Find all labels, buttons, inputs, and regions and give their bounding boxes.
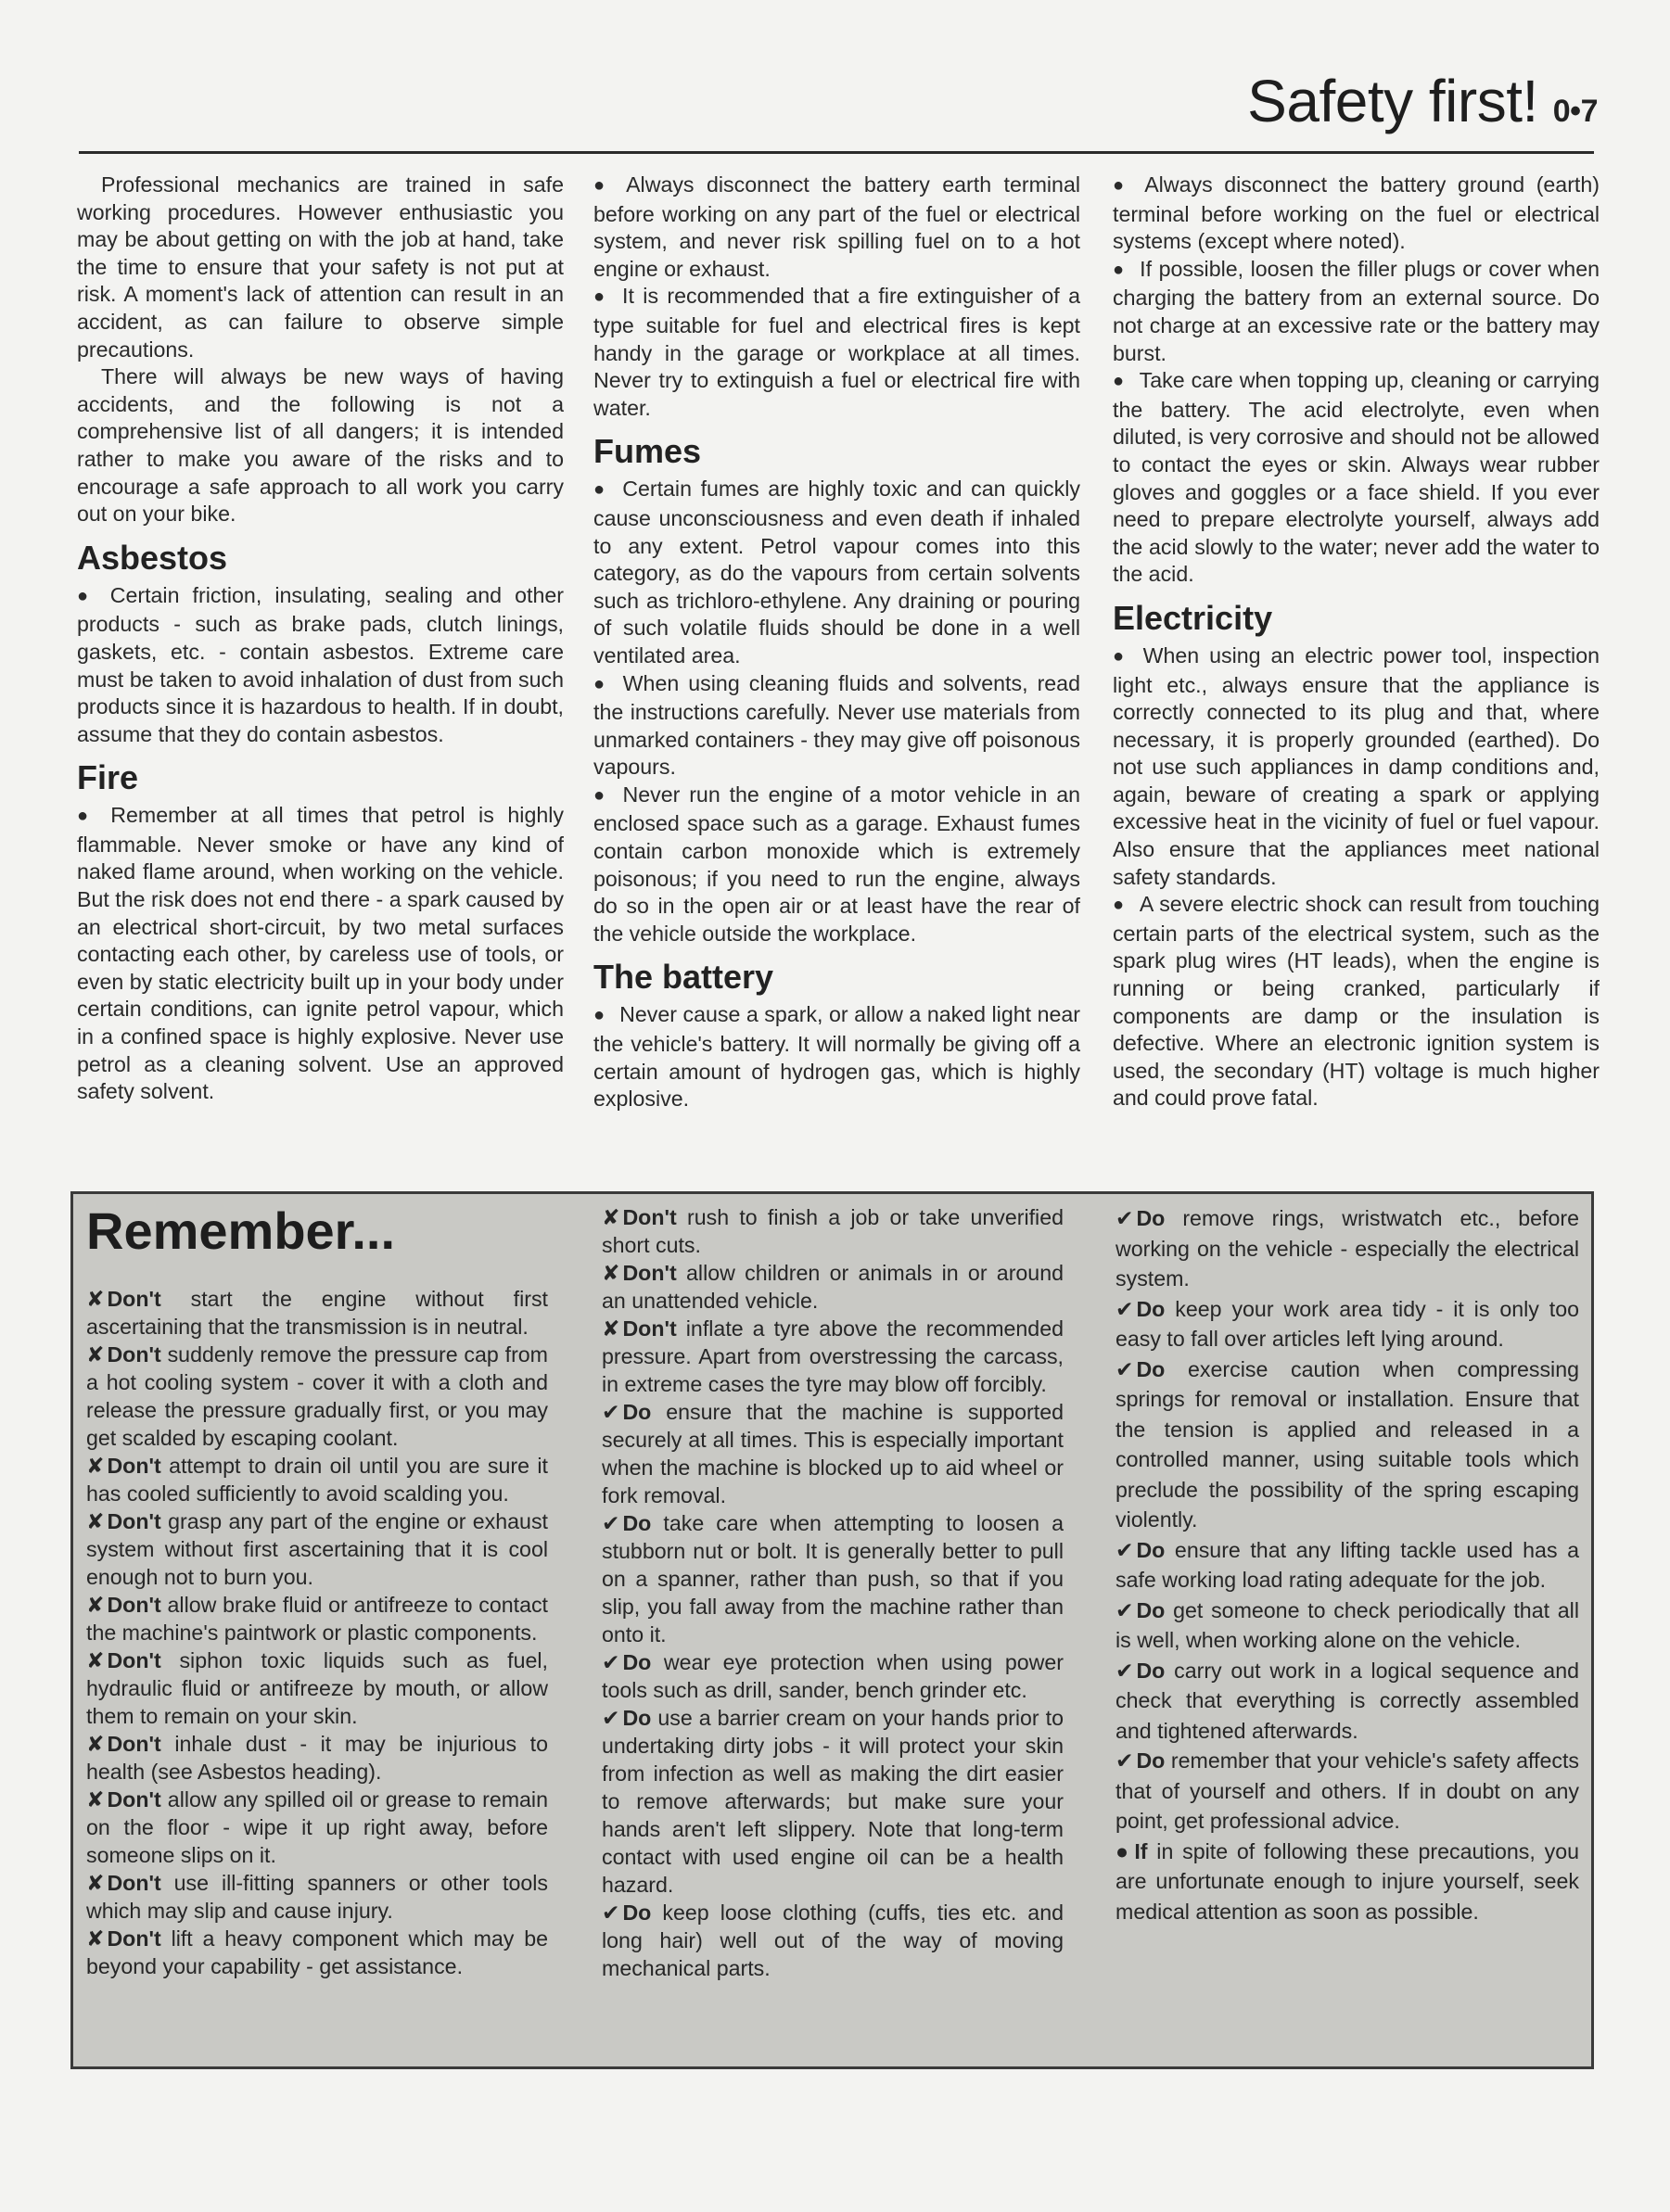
remember-keyword: Don't — [107, 1287, 161, 1311]
remember-text: inflate a tyre above the recommended pressure. Apart from overstressing the carcass, in extreme cases the tyre may blow off forcibly. — [602, 1316, 1064, 1396]
battery-heading: The battery — [593, 958, 774, 997]
remember-item — [1115, 1203, 1579, 1294]
asbestos-item: ● Certain friction, insulating, sealing and other products - such as brake pads, clutch linings, gaskets, etc. - contain asbestos. Extreme care must be taken to avoid inhalation of dust from such products since it is hazardous to health. If in doubt, assume that they do contain asbestos. — [77, 582, 564, 746]
remember-keyword: Do — [1136, 1597, 1166, 1622]
remember-text: carry out work in a logical sequence and check that everything is correctly assembled and tightened afterwards. — [1115, 1658, 1579, 1743]
remember-item — [602, 1203, 1064, 1259]
text-column-3 — [1113, 172, 1600, 1112]
remember-mark-icon: ✔ — [602, 1400, 620, 1424]
bullet-icon: ● — [77, 806, 96, 827]
remember-item — [602, 1648, 1064, 1704]
electricity-heading: Electricity — [1113, 598, 1273, 637]
remember-mark-icon: ✘ — [86, 1287, 105, 1311]
remember-item — [1115, 1746, 1579, 1837]
remember-item — [86, 1730, 548, 1786]
remember-mark-icon: ✔ — [1115, 1748, 1134, 1773]
remember-item — [1115, 1656, 1579, 1747]
bullet-icon: ● — [593, 286, 608, 308]
bullet-icon: ● — [593, 784, 608, 806]
remember-text: attempt to drain oil until you are sure it has cooled sufficiently to avoid scalding you. — [86, 1454, 548, 1506]
remember-mark-icon: ✘ — [86, 1593, 105, 1617]
remember-keyword: Don't — [622, 1261, 677, 1285]
remember-mark-icon: ✔ — [1115, 1296, 1134, 1321]
fire-item: ● Always disconnect the battery earth terminal before working on any part of the fuel or electrical system, and never risk spilling fuel on to a hot engine or exhaust. — [593, 172, 1080, 281]
remember-item — [1115, 1837, 1579, 1927]
page-title — [1247, 67, 1598, 135]
remember-text: allow children or animals in or around an unattended vehicle. — [602, 1261, 1064, 1313]
bullet-icon: ● — [1113, 259, 1126, 280]
remember-keyword: Don't — [107, 1342, 161, 1367]
remember-keyword: Do — [1136, 1658, 1166, 1683]
remember-item — [86, 1786, 548, 1869]
remember-item — [602, 1704, 1064, 1899]
remember-text: get someone to check periodically that all is well, when working alone on the vehicle. — [1115, 1597, 1579, 1652]
remember-text: remember that your vehicle's safety affects that of yourself and others. If in doubt on any point, get professional advice. — [1115, 1748, 1579, 1833]
fire-item: ● It is recommended that a fire extinguisher of a type suitable for fuel and electrical fires is kept handy in the garage or workplace at all times. Never try to extinguish a fuel or electrical fire with water. — [593, 284, 1080, 420]
remember-text: allow brake fluid or antifreeze to contact the machine's paintwork or plastic components. — [86, 1593, 548, 1645]
remember-text: start the engine without first ascertaining that the transmission is in neutral. — [86, 1287, 548, 1339]
bullet-icon: ● — [1113, 645, 1128, 667]
remember-keyword: Don't — [107, 1732, 161, 1756]
remember-item — [86, 1646, 548, 1730]
remember-item — [602, 1398, 1064, 1509]
remember-text: inhale dust - it may be injurious to health (see Asbestos heading). — [86, 1732, 548, 1784]
remember-item — [86, 1285, 548, 1341]
remember-item — [602, 1509, 1064, 1648]
bullet-icon: ● — [77, 585, 96, 606]
intro-paragraph-2: There will always be new ways of having accidents, and the following is not a comprehensive list of all dangers; it is intended rather to make you aware of the risks and to encourage a safe approach to all work you carry out on your bike. — [77, 364, 564, 527]
remember-keyword: Don't — [107, 1454, 161, 1478]
remember-mark-icon: ● — [1115, 1838, 1132, 1863]
remember-item — [602, 1899, 1064, 1982]
remember-item — [86, 1869, 548, 1925]
remember-mark-icon: ✔ — [602, 1511, 620, 1535]
remember-keyword: Do — [622, 1706, 652, 1730]
remember-item — [602, 1259, 1064, 1315]
remember-mark-icon: ✘ — [86, 1454, 105, 1478]
asbestos-heading: Asbestos — [77, 538, 228, 577]
remember-item — [1115, 1294, 1579, 1354]
fumes-item: ● Certain fumes are highly toxic and can quickly cause unconsciousness and even death if inhaled to any extent. Petrol vapour comes into this category, as do the vapours from certain solvents such as trichloro-ethylene. Any draining or pouring of such volatile fluids should be done in a well ventilated area. — [593, 477, 1080, 667]
bullet-icon: ● — [593, 479, 608, 501]
remember-text: grasp any part of the engine or exhaust system without first ascertaining that it is cool enough not to burn you. — [86, 1509, 548, 1589]
remember-keyword: Don't — [622, 1205, 677, 1229]
header-rule — [79, 151, 1594, 154]
remember-mark-icon: ✔ — [602, 1650, 620, 1674]
remember-mark-icon: ✔ — [1115, 1658, 1134, 1683]
remember-item — [1115, 1535, 1579, 1595]
remember-keyword: Don't — [107, 1926, 161, 1951]
remember-column-1 — [86, 1200, 548, 1980]
remember-mark-icon: ✔ — [1115, 1537, 1134, 1562]
remember-item — [86, 1591, 548, 1646]
remember-column-3 — [1115, 1203, 1579, 1926]
remember-keyword: Do — [622, 1511, 652, 1535]
remember-keyword: Do — [1136, 1537, 1166, 1562]
remember-keyword: Do — [1136, 1206, 1166, 1230]
fire-item: ● Remember at all times that petrol is highly flammable. Never smoke or have any kind of naked flame around, when working on the vehicle. But the risk does not end there - a spark caused by an electrical short-circuit, by two metal surfaces contacting each other, by careless use of tools, or even by static electricity built up in your body under certain conditions, can ignite petrol vapour, which in a confined space is highly explosive. Never use petrol as a cleaning solvent. Use an approved safety solvent. — [77, 803, 564, 1104]
text-column-2 — [593, 172, 1080, 1113]
remember-keyword: Do — [1136, 1356, 1166, 1381]
remember-column-2 — [602, 1203, 1064, 1982]
remember-item — [1115, 1354, 1579, 1535]
remember-mark-icon: ✘ — [86, 1732, 105, 1756]
fumes-item: ● When using cleaning fluids and solvents, read the instructions carefully. Never use materials from unmarked containers - they may give off poisonous vapours. — [593, 670, 1080, 780]
battery-item: ● If possible, loosen the filler plugs or cover when charging the battery from an external source. Do not charge at an excessive rate or the battery may burst. — [1113, 256, 1600, 365]
intro-paragraph-1: Professional mechanics are trained in safe working procedures. However enthusiastic you may be about getting on with the job at hand, take the time to ensure that your safety is not put at risk. A moment's lack of attention can result in an accident, as can failure to observe simple precautions. — [77, 172, 564, 362]
remember-item — [86, 1452, 548, 1507]
remember-text: keep your work area tidy - it is only too easy to fall over articles left lying around. — [1115, 1296, 1579, 1351]
remember-text: in spite of following these precautions, you are unfortunate enough to injure yourself, seek medical attention as soon as possible. — [1115, 1838, 1579, 1924]
bullet-icon: ● — [593, 175, 612, 196]
remember-mark-icon: ✔ — [1115, 1206, 1134, 1230]
remember-mark-icon: ✘ — [86, 1871, 105, 1895]
remember-text: ensure that any lifting tackle used has a safe working load rating adequate for the job. — [1115, 1537, 1579, 1592]
remember-mark-icon: ✔ — [602, 1901, 620, 1925]
remember-item — [86, 1507, 548, 1591]
remember-mark-icon: ✘ — [86, 1648, 105, 1672]
battery-item: ● Always disconnect the battery ground (earth) terminal before working on the fuel or electrical systems (except where noted). — [1113, 172, 1600, 254]
remember-keyword: If — [1134, 1838, 1148, 1863]
bullet-icon: ● — [593, 1005, 606, 1026]
bullet-icon: ● — [1113, 175, 1130, 196]
remember-mark-icon: ✘ — [86, 1509, 105, 1533]
page-number: 0•7 — [1552, 94, 1598, 129]
remember-mark-icon: ✔ — [1115, 1597, 1134, 1622]
remember-text: exercise caution when compressing springs for removal or installation. Ensure that the tension is applied and released in a controlled manner, using suitable tools which preclude the possibility of the spring escaping violently. — [1115, 1356, 1579, 1532]
remember-text: ensure that the machine is supported securely at all times. This is especially important when the machine is blocked up to aid wheel or fork removal. — [602, 1400, 1064, 1507]
bullet-icon: ● — [1113, 371, 1125, 392]
remember-keyword: Don't — [107, 1871, 161, 1895]
remember-mark-icon: ✔ — [1115, 1356, 1134, 1381]
remember-text: suddenly remove the pressure cap from a hot cooling system - cover it with a cloth and release the pressure gradually first, or you may get scalded by escaping coolant. — [86, 1342, 548, 1450]
remember-text: take care when attempting to loosen a stubborn nut or bolt. It is generally better to pull on a spanner, rather than push, so that if you slip, you fall away from the machine rather than onto it. — [602, 1511, 1064, 1646]
remember-item — [1115, 1595, 1579, 1656]
remember-keyword: Don't — [107, 1509, 161, 1533]
remember-text: remove rings, wristwatch etc., before working on the vehicle - especially the electrical system. — [1115, 1206, 1579, 1290]
remember-keyword: Do — [1136, 1748, 1166, 1773]
remember-mark-icon: ✔ — [602, 1706, 620, 1730]
remember-keyword: Do — [622, 1650, 652, 1674]
remember-text: use ill-fitting spanners or other tools which may slip and cause injury. — [86, 1871, 548, 1923]
battery-item: ● Never cause a spark, or allow a naked light near the vehicle's battery. It will normally be giving off a certain amount of hydrogen gas, which is highly explosive. — [593, 1002, 1080, 1112]
remember-keyword: Don't — [107, 1648, 161, 1672]
remember-keyword: Don't — [107, 1787, 161, 1812]
remember-box — [70, 1191, 1594, 2069]
remember-keyword: Do — [1136, 1296, 1166, 1321]
remember-keyword: Do — [622, 1400, 652, 1424]
remember-text: wear eye protection when using power tools such as drill, sander, bench grinder etc. — [602, 1650, 1064, 1702]
remember-item — [86, 1925, 548, 1980]
page-title-text: Safety first! — [1247, 68, 1538, 134]
battery-item: ● Take care when topping up, cleaning or carrying the battery. The acid electrolyte, even when diluted, is very corrosive and should not be allowed to contact the eyes or skin. Always wear rubber gloves and goggles or a face shield. If you ever need to prepare electrolyte yourself, always add the acid slowly to the water; never add the water to the acid. — [1113, 368, 1600, 587]
remember-text: use a barrier cream on your hands prior to undertaking dirty jobs - it will protect your skin from infection as well as making the dirt easier to remove afterwards; but make sure your hands aren't left slippery. Note that long-term contact with used engine oil can be a health hazard. — [602, 1706, 1064, 1897]
remember-text: rush to finish a job or take unverified short cuts. — [602, 1205, 1064, 1257]
remember-text: siphon toxic liquids such as fuel, hydraulic fluid or antifreeze by mouth, or allow them to remain on your skin. — [86, 1648, 548, 1728]
fire-heading: Fire — [77, 758, 139, 797]
bullet-icon: ● — [593, 673, 608, 694]
remember-mark-icon: ✘ — [602, 1205, 620, 1229]
remember-item — [602, 1315, 1064, 1398]
remember-item — [86, 1341, 548, 1452]
fumes-item: ● Never run the engine of a motor vehicle in an enclosed space such as a garage. Exhaust fumes contain carbon monoxide which is extremely poisonous; if you need to run the engine, always do so in the open air or at least have the rear of the vehicle outside the workplace. — [593, 782, 1080, 946]
remember-mark-icon: ✘ — [86, 1342, 105, 1367]
remember-keyword: Don't — [622, 1316, 677, 1341]
remember-text: keep loose clothing (cuffs, ties etc. and long hair) well out of the way of moving mechanical parts. — [602, 1901, 1064, 1980]
remember-text: lift a heavy component which may be beyond your capability - get assistance. — [86, 1926, 548, 1978]
remember-mark-icon: ✘ — [86, 1787, 105, 1812]
remember-text: allow any spilled oil or grease to remain on the floor - wipe it up right away, before someone slips on it. — [86, 1787, 548, 1867]
remember-keyword: Don't — [107, 1593, 161, 1617]
remember-mark-icon: ✘ — [602, 1316, 620, 1341]
text-column-1 — [77, 172, 564, 1106]
bullet-icon: ● — [1113, 895, 1125, 916]
remember-keyword: Do — [622, 1901, 652, 1925]
remember-title: Remember... — [86, 1201, 396, 1260]
fumes-heading: Fumes — [593, 432, 702, 471]
remember-mark-icon: ✘ — [86, 1926, 105, 1951]
electricity-item: ● When using an electric power tool, inspection light etc., always ensure that the appliance is correctly connected to its plug and that, where necessary, it is properly grounded (earthed). Do not use such appliances in damp conditions and, again, beware of creating a spark or applying excessive heat in the vicinity of fuel or fuel vapour. Also ensure that the appliances meet national safety standards. — [1113, 642, 1600, 889]
remember-mark-icon: ✘ — [602, 1261, 620, 1285]
electricity-item: ● A severe electric shock can result from touching certain parts of the electrical system, such as the spark plug wires (HT leads), when the engine is running or being cranked, particularly if components are damp or the insulation is defective. Where an electronic ignition system is used, the secondary (HT) voltage is much higher and could prove fatal. — [1113, 892, 1600, 1111]
